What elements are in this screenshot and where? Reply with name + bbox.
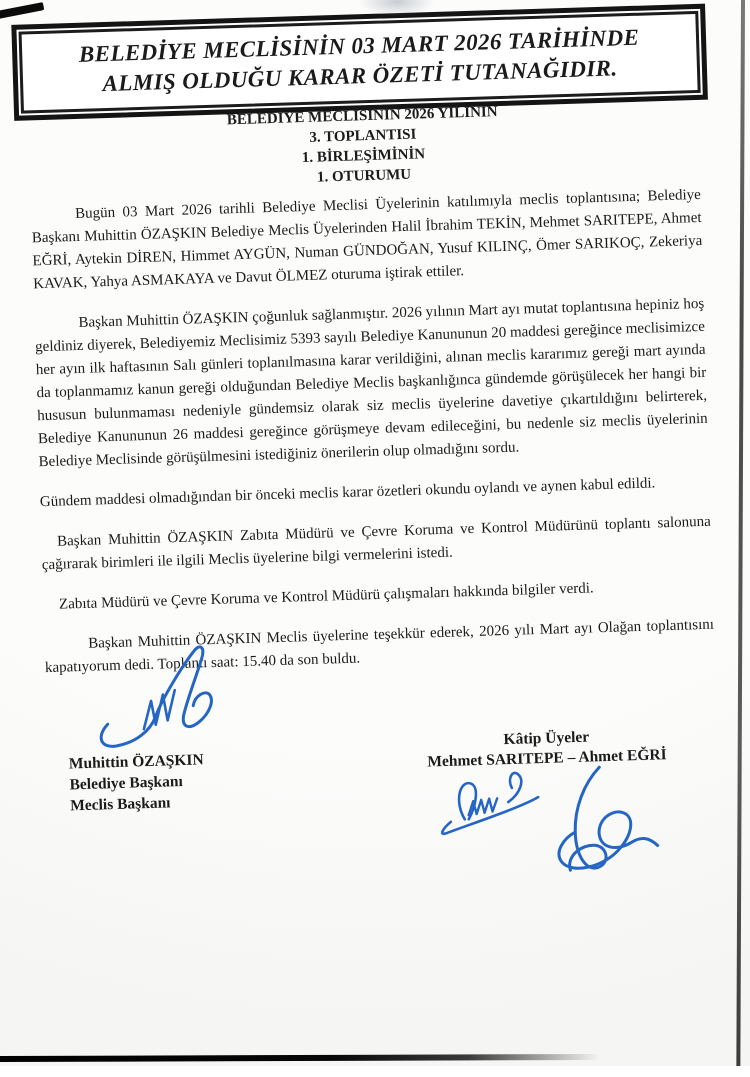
document-title-line-2: ALMIŞ OLDUĞU KARAR ÖZETİ TUTANAĞIDIR. (102, 55, 618, 97)
subtitle-session-number: 1. BİRLEŞİMİNİN (301, 146, 426, 167)
subtitle-sitting-number: 1. OTURUMU (316, 166, 412, 186)
document-body (31, 184, 716, 697)
mayor-role-2: Meclis Başkanı (69, 794, 171, 815)
clerk-egri-signature-image (533, 755, 669, 887)
paragraph-directors-briefing: Zabıta Müdürü ve Çevre Koruma ve Kontrol Müdürü çalışmaları hakkında bilgiler verdi. (58, 580, 594, 613)
paragraph-closing: Başkan Muhittin ÖZAŞKIN Meclis üyelerine teşekkür ederek, 2026 yılı Mart ayı Olağan toplantısını kapatıyorum dedi. Toplantı saat: 15.40 da son buldu. (44, 616, 715, 677)
clerks-title: Kâtip Üyeler (503, 728, 590, 749)
paragraph-attendance: Bugün 03 Mart 2026 tarihli Belediye Meclisi Üyelerinin katılımıyla meclis toplantısına; Belediye Başkanı Muhittin ÖZAŞKIN Belediye Meclis Üyelerinden Halil İbrahim TEKİN, Mehmet SARITEPE, Ahmet EĞRİ, Aytekin DİREN, Himmet AYGÜN, Numan GÜNDOĞAN, Yusuf KILINÇ, Ömer SARIKOÇ, Zekeriya KAVAK, Yahya ASMAKAYA ve Davut ÖLMEZ oturuma iştirak ettiler. (31, 186, 703, 293)
mayor-signature-block (69, 749, 206, 816)
subtitle-council-year: BELEDİYE MECLİSİNİN 2026 YILININ (226, 104, 498, 129)
document-title-line-1: BELEDİYE MECLİSİNİN 03 MART 2026 TARİHİNDE (78, 24, 640, 67)
paragraph-opening-speech: Başkan Muhittin ÖZAŞKIN çoğunluk sağlanmıştır. 2026 yılının Mart ayı mutat toplantısına hepiniz hoş geldiniz diyerek, Belediyemiz Meclisimiz 5393 sayılı Belediye Kanununun 20 maddesi gereğince meclisimizce her ayın ilk haftasının Salı günleri toplanılmasına karar verildiğini, alınan meclis kararımız gereği mart ayında da toplanmamız kanun gereği olduğundan Belediye Meclis başkanlığınca gündemde görüşülecek her hangi bir hususun bulunmaması nedeniyle gündemsiz olarak siz meclis üyelerine davetiye çıkartıldığını belirterek, Belediye Kanununun 26 maddesi gereğince görüşmeye devam edileceğini, bu nedenle siz meclis üyelerinin Belediye Meclisinde görüşülmesini istediğiniz önerilerin olup olmadığını sordu. (34, 295, 708, 471)
mayor-role-1: Belediye Başkanı (69, 772, 184, 794)
subtitle-meeting-number: 3. TOPLANTISI (309, 126, 417, 146)
paragraph-directors-invited: Başkan Muhittin ÖZAŞKIN Zabıta Müdürü ve Çevre Koruma ve Kontrol Müdürünü toplantı salonuna çağırarak birimleri ile ilgili Meclis üyelerine bilgi vermelerini istedi. (41, 513, 712, 574)
clerks-names: Mehmet SARITEPE – Ahmet EĞRİ (427, 746, 667, 771)
mayor-signature-image (89, 640, 253, 763)
paragraph-minutes-approval: Gündem maddesi olmadığından bir önceki meclis karar özetleri okundu oylandı ve aynen kabul edildi. (39, 475, 656, 511)
mayor-name: Muhittin ÖZAŞKIN (68, 751, 204, 773)
